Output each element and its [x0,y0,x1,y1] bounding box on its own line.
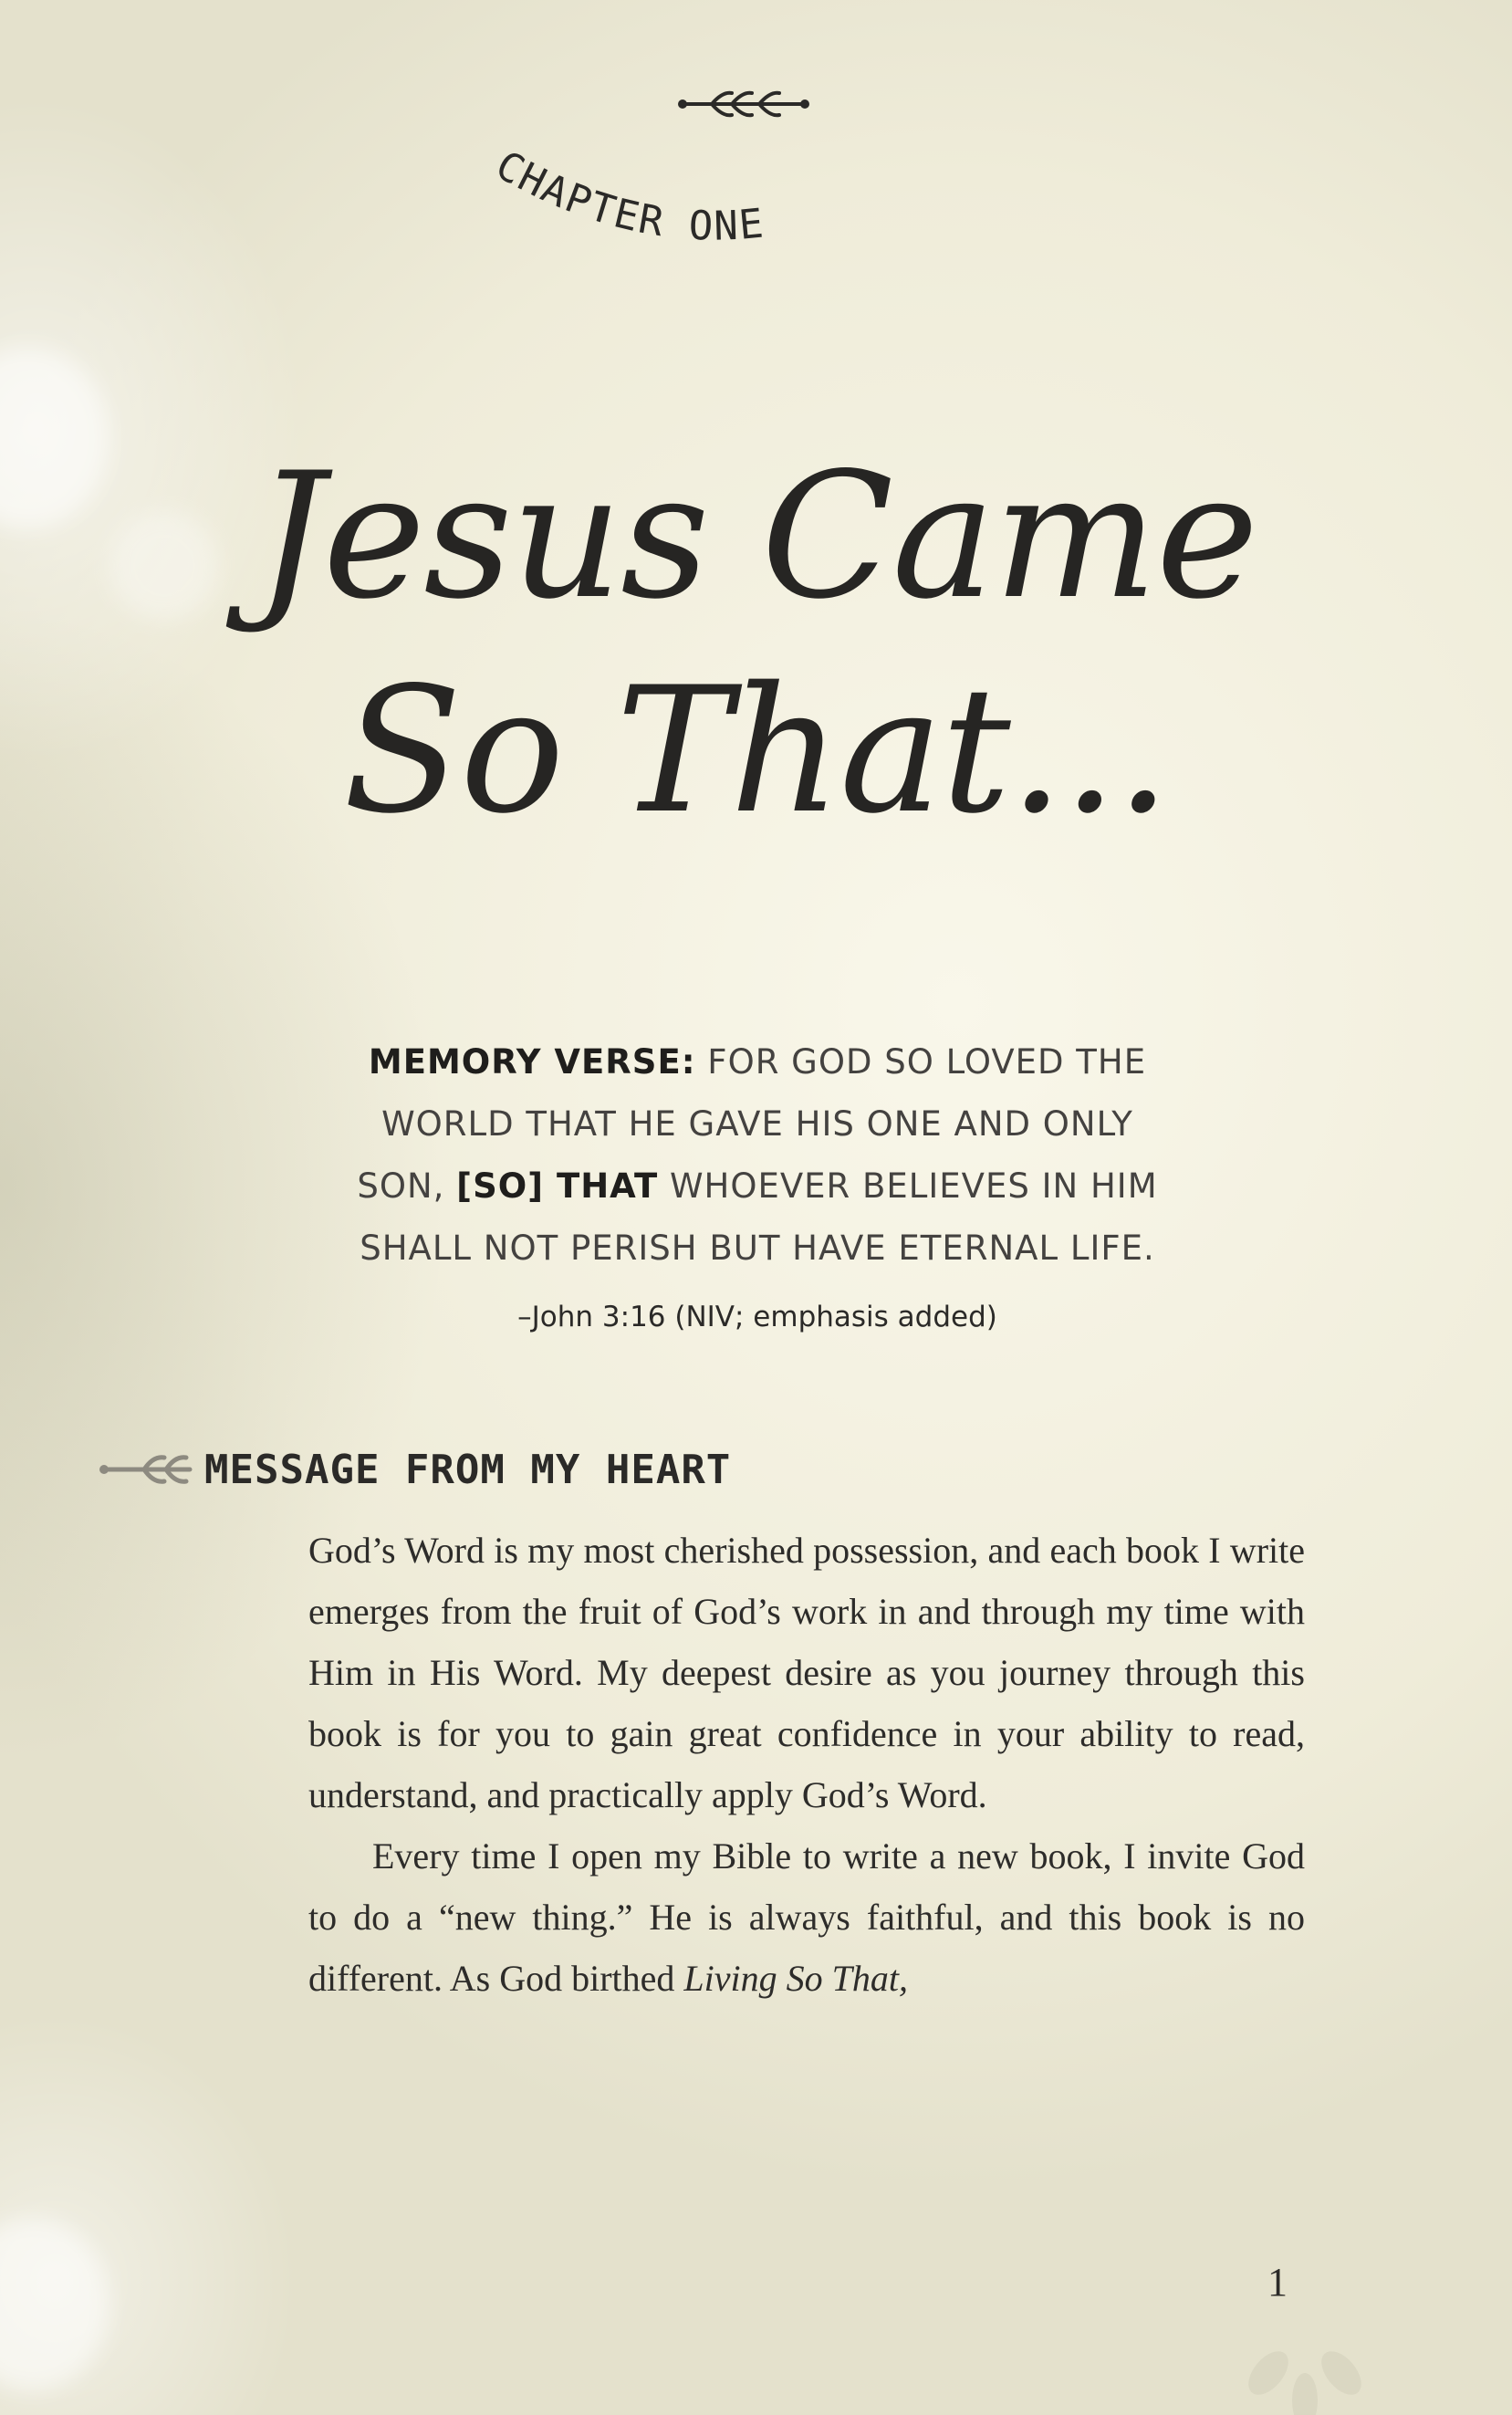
verse-citation: –John 3:16 (NIV; emphasis added) [517,1301,997,1333]
memory-verse-label: MEMORY VERSE: [368,1042,696,1082]
memory-verse-line-4: SHALL NOT PERISH BUT HAVE ETERNAL LIFE. [360,1228,1155,1268]
book-title: Living So That, [683,1958,908,1999]
memory-verse-line-1 [301,1031,1214,1093]
chapter-heading [447,128,1013,292]
body-text [308,1520,1305,2009]
memory-verse-text: WHOEVER BELIEVES IN HIM [669,1166,1158,1206]
section-title: MESSAGE FROM MY HEART [204,1446,732,1493]
memory-verse-line-2: WORLD THAT HE GAVE HIS ONE AND ONLY [381,1104,1133,1144]
chapter-title-line-1: Jesus Came [255,435,1257,637]
memory-verse-text: SON, [357,1166,445,1206]
paragraph-text: Every time I open my Bible to write a new book, I invite God to do a “new thing.” He is always faithful, and this book is no different. As God birthed [308,1835,1305,1999]
section-heading [99,1442,731,1497]
chapter-title [0,429,1512,858]
chapter-title-line-2: So That... [343,650,1169,852]
page-number: 1 [1267,2260,1288,2305]
memory-verse-emphasis: [SO] THAT [456,1166,659,1206]
paragraph: God’s Word is my most cherished possession, and each book I write emerges from the fruit of God’s work in and through my time with Him in His Word. My deepest desire as you journey through this book is for you to gain great confidence in your ability to read, understand, and practically apply God’s Word. [308,1530,1305,1815]
memory-verse-text: FOR GOD SO LOVED THE [707,1042,1147,1082]
chapter-label: CHAPTER ONE [487,141,767,250]
paragraph [308,1825,1305,2009]
memory-verse [301,1031,1214,1280]
background-bokeh [0,2218,109,2391]
vine-arrow-icon [99,1448,199,1490]
memory-verse-line-3 [301,1155,1214,1218]
vine-ornament-icon [675,84,812,124]
leaf-decoration-icon [1214,2300,1396,2415]
